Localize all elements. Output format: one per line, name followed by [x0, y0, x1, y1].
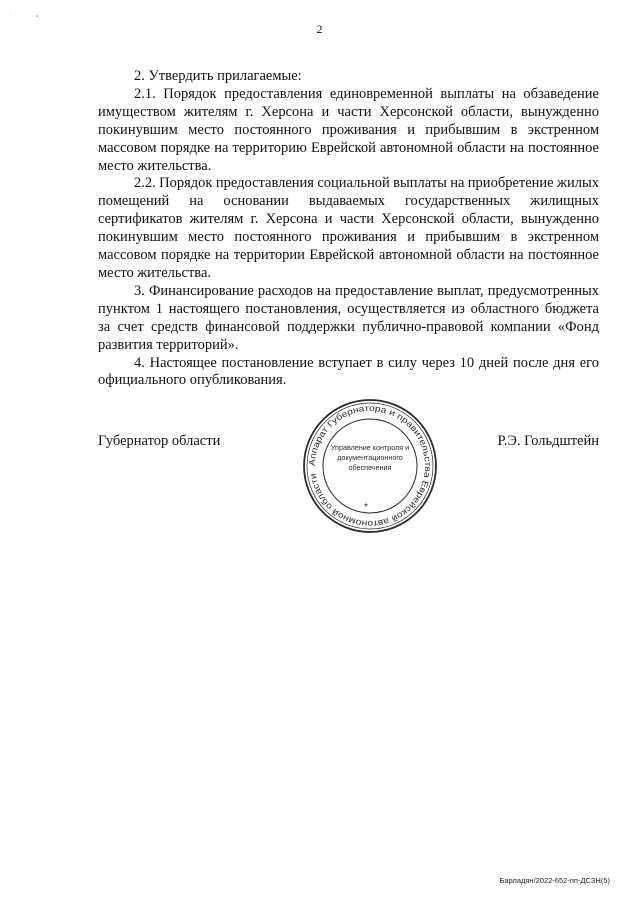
paragraph-approve: 2. Утвердить прилагаемые:: [134, 68, 302, 84]
signer-name: Р.Э. Гольдштейн: [497, 433, 599, 449]
document-reference: Барладян/2022-652-пп-ДСЗН(5): [499, 876, 610, 885]
official-seal: [302, 398, 438, 534]
paragraph-2-1: 2.1. Порядок предоставления единовременной выплаты на обзаведение имуществом жителям г. Херсона и части Херсонской области, вынужденно покинувшим место постоянного проживания и прибывшим в экстренном массовом порядке на территорию Еврейской автономной области на постоянное место жительства.: [98, 85, 599, 174]
paragraph-2-2: 2.2. Порядок предоставления социальной выплаты на приобретение жилых помещений на основании выдаваемых государственных жилищных сертификатов жителям г. Херсона и части Херсонской области, вынужденно покинувшим место постоянного проживания и прибывшим в экстренном массовом порядке на территории Еврейской автономной области на постоянное место жительства.: [98, 175, 599, 281]
seal-center-line-1: Управление контроля и: [330, 443, 410, 452]
seal-center-line-3: обеспечения: [348, 463, 392, 472]
seal-center-line-2: документационного: [337, 453, 403, 462]
document-body: [98, 68, 599, 390]
scan-mark-left: ʿ: [10, 14, 12, 20]
seal-star-icon: *: [364, 502, 368, 513]
seal-ring-text: Аппарат Губернатора и правительства Еврейской автономной области: [306, 402, 434, 530]
signer-title: Губернатор области: [98, 433, 221, 449]
paragraph-4: 4. Настоящее постановление вступает в силу через 10 дней после дня его официального опубликования.: [98, 354, 599, 389]
page-number: 2: [316, 22, 323, 36]
scan-mark-right: ᵃ: [36, 14, 38, 20]
paragraph-3: 3. Финансирование расходов на предоставление выплат, предусмотренных пунктом 1 настоящего постановления, осуществляется из областного бюджета за счет средств финансовой поддержки публично-правовой компании «Фонд развития территорий».: [98, 282, 599, 353]
